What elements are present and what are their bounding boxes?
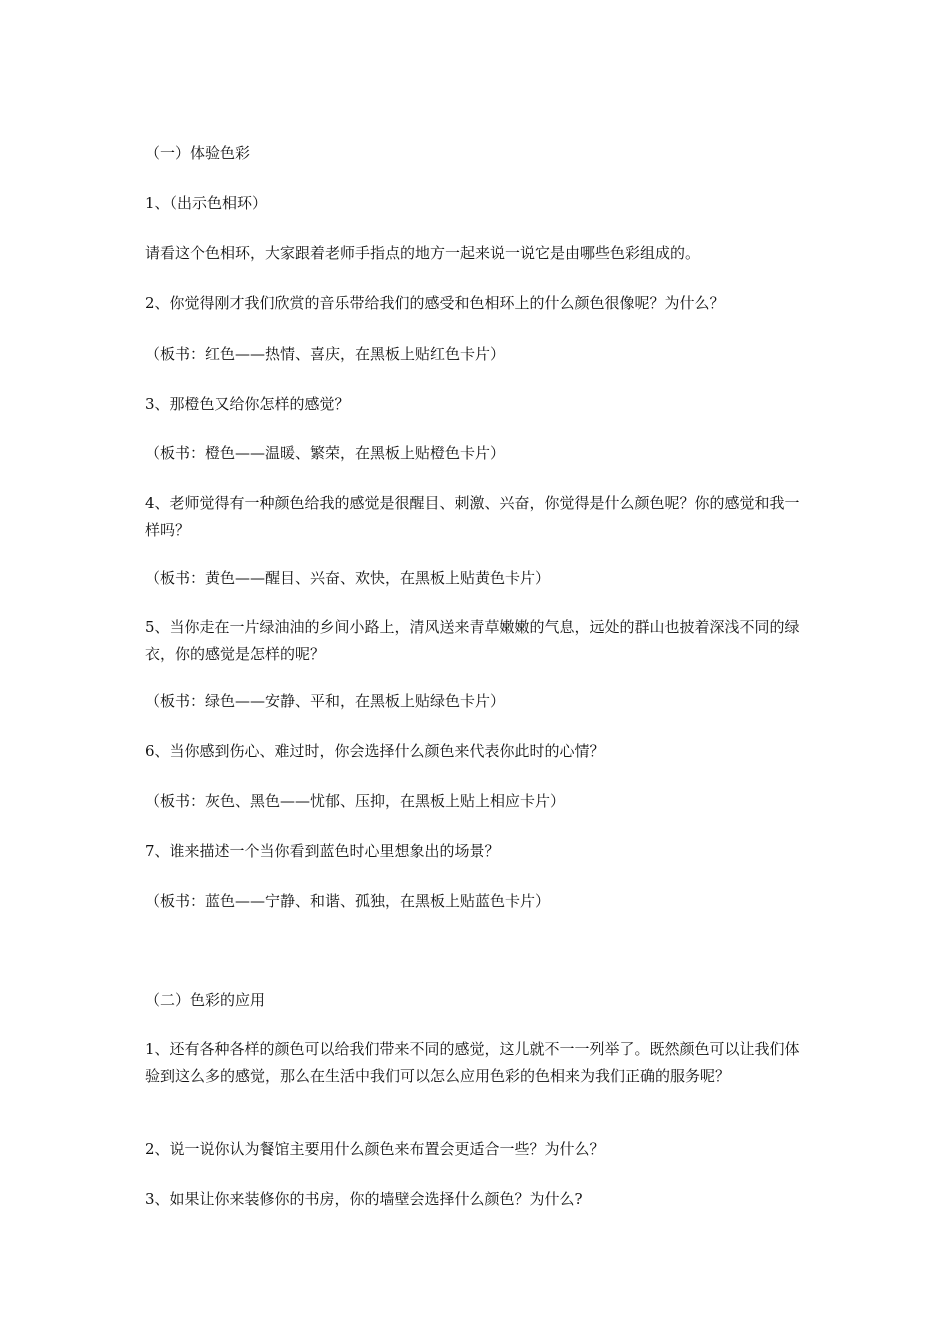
section-1-item-2: 请看这个色相环，大家跟着老师手指点的地方一起来说一说它是由哪些色彩组成的。 [145, 244, 701, 262]
section-1-heading: （一）体验色彩 [145, 144, 251, 162]
section-1-item-11: 6、当你感到伤心、难过时，你会选择什么颜色来代表你此时的心情？ [145, 742, 605, 760]
section-1-item-4: （板书：红色——热情、喜庆，在黑板上贴红色卡片） [145, 345, 506, 363]
section-1-item-12: （板书：灰色、黑色——忧郁、压抑，在黑板上贴上相应卡片） [145, 792, 566, 810]
section-1-item-6: （板书：橙色——温暖、繁荣，在黑板上贴橙色卡片） [145, 444, 506, 462]
section-2-heading: （二）色彩的应用 [145, 991, 266, 1009]
section-1-item-7: 4、老师觉得有一种颜色给我的感觉是很醒目、刺激、兴奋，你觉得是什么颜色呢？你的感觉和我一样吗？ [145, 494, 800, 539]
section-1-item-14: （板书：蓝色——宁静、和谐、孤独，在黑板上贴蓝色卡片） [145, 892, 551, 910]
section-1-item-13: 7、谁来描述一个当你看到蓝色时心里想象出的场景？ [145, 842, 500, 860]
section-1-item-5: 3、那橙色又给你怎样的感觉？ [145, 395, 350, 413]
section-1-item-1: 1、（出示色相环） [145, 194, 268, 212]
section-1-item-8: （板书：黄色——醒目、兴奋、欢快，在黑板上贴黄色卡片） [145, 569, 551, 587]
section-1-item-10: （板书：绿色——安静、平和，在黑板上贴绿色卡片） [145, 692, 506, 710]
section-1-item-9: 5、当你走在一片绿油油的乡间小路上，清风送来青草嫩嫩的气息，远处的群山也披着深浅不同的绿衣，你的感觉是怎样的呢？ [145, 618, 800, 663]
section-2-item-1: 1、还有各种各样的颜色可以给我们带来不同的感觉，这儿就不一一列举了。既然颜色可以让我们体验到这么多的感觉，那么在生活中我们可以怎么应用色彩的色相来为我们正确的服务呢？ [145, 1040, 800, 1085]
section-2-item-3: 3、如果让你来装修你的书房，你的墙壁会选择什么颜色？为什么? [145, 1190, 583, 1208]
section-1-item-3: 2、你觉得刚才我们欣赏的音乐带给我们的感受和色相环上的什么颜色很像呢？为什么？ [145, 294, 725, 312]
section-2-item-2: 2、说一说你认为餐馆主要用什么颜色来布置会更适合一些？为什么？ [145, 1140, 605, 1158]
